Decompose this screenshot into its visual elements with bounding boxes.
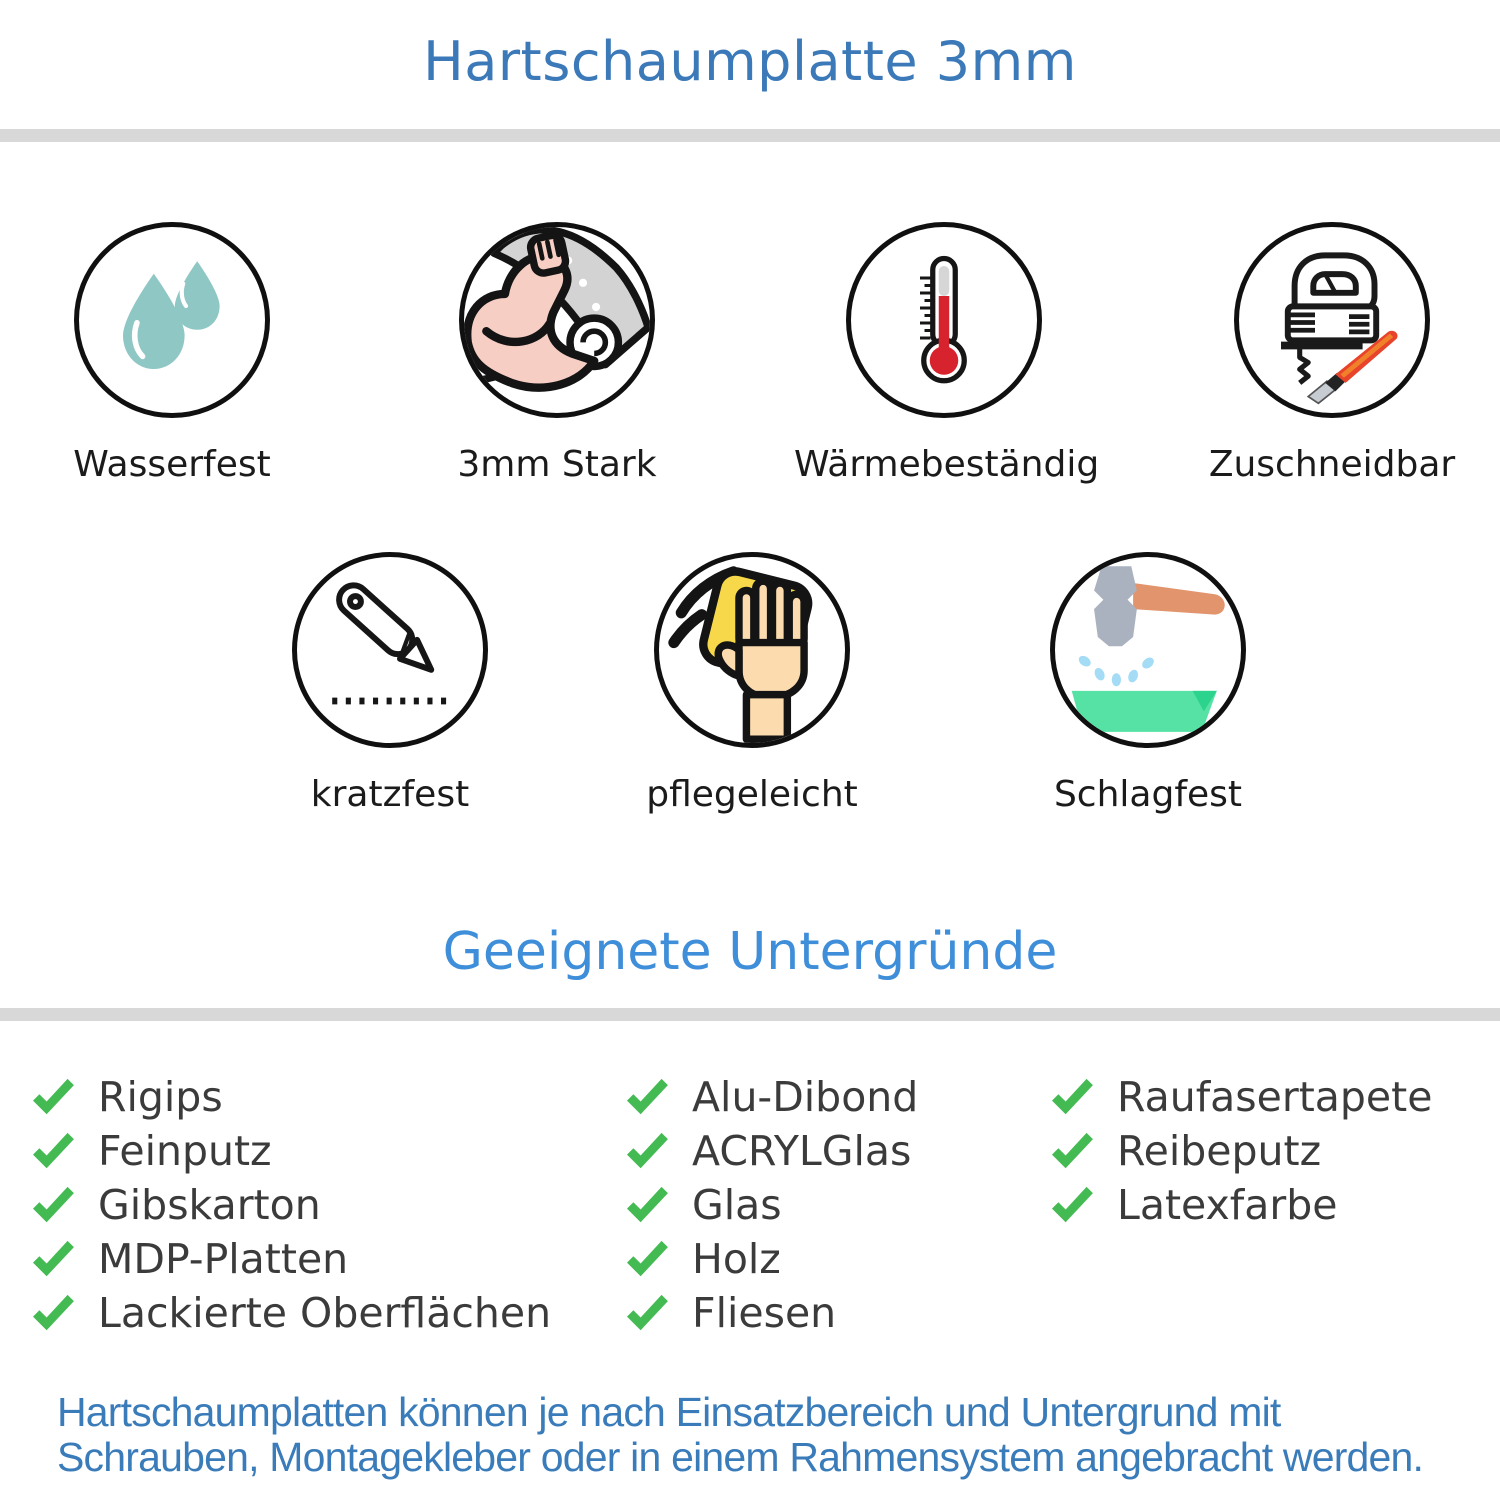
substrate-column-2 [624,1070,918,1340]
substrate-item [30,1286,551,1340]
substrate-label: MDP-Platten [98,1235,349,1283]
divider [0,1008,1500,1021]
divider [0,129,1500,142]
water-drops-icon [102,250,242,390]
feature-zuschneidbar [1182,222,1482,485]
hand-cloth-icon [659,557,845,743]
substrate-column-3 [1049,1070,1432,1232]
substrate-label: ACRYLGlas [692,1127,912,1175]
check-icon [30,1293,76,1333]
check-icon [1049,1077,1095,1117]
check-icon [624,1077,670,1117]
substrate-label: Gibskarton [98,1181,321,1229]
feature-circle [846,222,1042,418]
feature-3mm-stark [407,222,707,485]
footer-line-2: Schrauben, Montagekleber oder in einem Rahmensystem angebracht werden. [57,1434,1424,1480]
feature-circle [292,552,488,748]
substrate-label: Feinputz [98,1127,272,1175]
feature-pflegeleicht [602,552,902,815]
feature-label: Wasserfest [73,444,271,485]
substrate-label: Holz [692,1235,781,1283]
check-icon [30,1185,76,1225]
check-icon [30,1077,76,1117]
check-icon [624,1239,670,1279]
feature-wasserfest [22,222,322,485]
substrate-label: Fliesen [692,1289,837,1337]
substrate-item [624,1070,918,1124]
check-icon [30,1131,76,1171]
substrate-label: Latexfarbe [1117,1181,1338,1229]
substrate-label: Rigips [98,1073,223,1121]
feature-circle [1234,222,1430,418]
substrate-item [30,1232,551,1286]
page-title: Hartschaumplatte 3mm [423,30,1077,93]
hammer-surface-icon [1055,557,1241,743]
check-icon [1049,1185,1095,1225]
check-icon [624,1131,670,1171]
check-icon [30,1239,76,1279]
feature-circle [654,552,850,748]
substrate-label: Lackierte Oberflächen [98,1289,552,1337]
feature-schlagfest [998,552,1298,815]
feature-label: Schlagfest [1053,774,1243,815]
feature-label: kratzfest [310,774,470,815]
substrate-item [624,1178,918,1232]
feature-kratzfest [240,552,540,815]
utility-knife-icon [305,565,475,735]
substrate-item [624,1286,918,1340]
feature-label: 3mm Stark [457,444,657,485]
check-icon [624,1185,670,1225]
substrate-label: Raufasertapete [1117,1073,1433,1121]
substrate-label: Reibeputz [1117,1127,1322,1175]
feature-label: pflegeleicht [646,774,858,815]
substrate-item [624,1232,918,1286]
substrate-item [624,1124,918,1178]
substrate-label: Alu-Dibond [692,1073,919,1121]
feature-circle [459,222,655,418]
feature-circle [1050,552,1246,748]
muscle-arm-roll-icon [464,227,650,413]
substrate-label: Glas [692,1181,782,1229]
substrate-column-1 [30,1070,551,1340]
check-icon [624,1293,670,1333]
footer-line-1: Hartschaumplatten können je nach Einsatzbereich und Untergrund mit [57,1389,1281,1435]
feature-label: Wärmebeständig [794,444,1100,485]
substrates-title: Geeignete Untergründe [442,922,1058,982]
jigsaw-cutter-icon [1247,235,1417,405]
substrate-item [1049,1070,1432,1124]
substrate-item [1049,1124,1432,1178]
substrate-item [1049,1178,1432,1232]
check-icon [1049,1131,1095,1171]
substrate-item [30,1178,551,1232]
footer-note [57,1390,1477,1480]
feature-waermebestaendig [794,222,1100,485]
feature-label: Zuschneidbar [1208,444,1456,485]
feature-circle [74,222,270,418]
thermometer-icon [869,245,1019,395]
substrate-item [30,1124,551,1178]
substrate-item [30,1070,551,1124]
